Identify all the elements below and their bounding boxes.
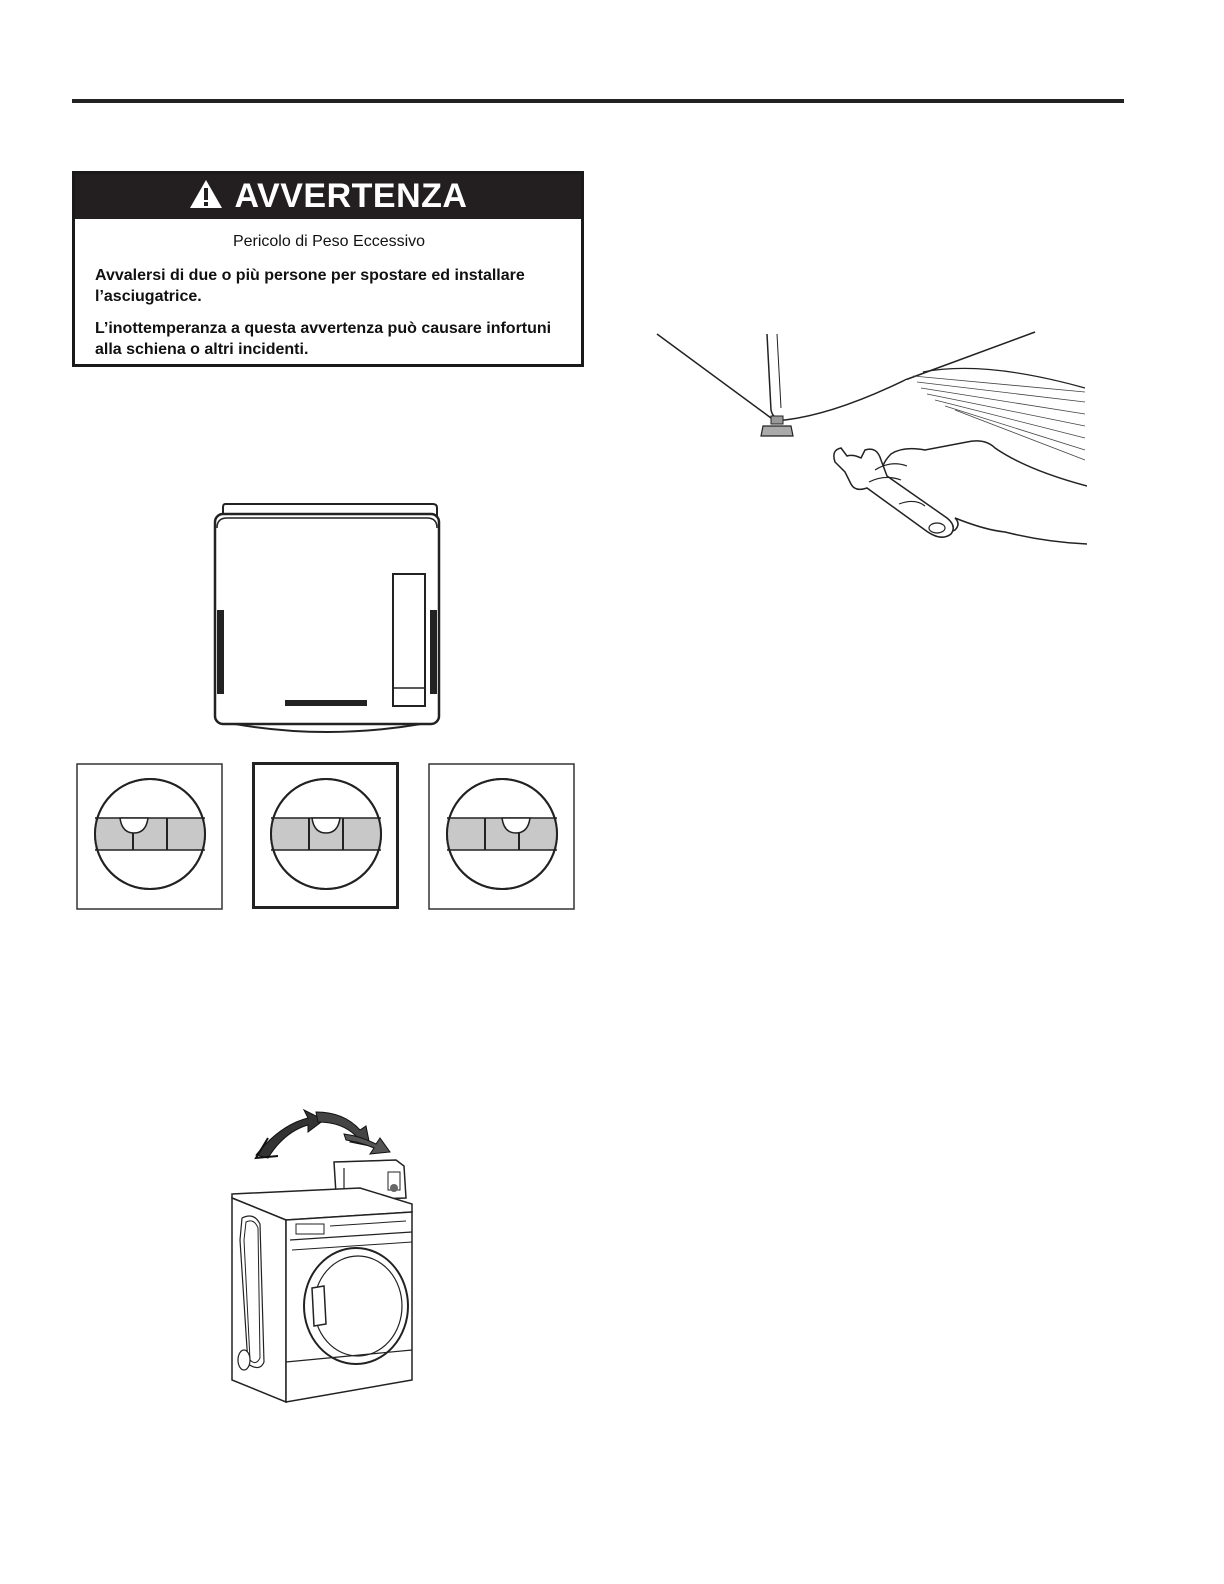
dryer-top-view-illustration <box>205 498 455 743</box>
wrench-adjusting-foot-illustration <box>655 330 1087 552</box>
level-panel-right <box>428 763 576 911</box>
top-rule <box>72 99 1124 103</box>
warning-instruction: Avvalersi di due o più persone per spostare ed installare l’asciugatrice. <box>95 267 525 305</box>
level-panel-left <box>76 763 224 911</box>
warning-box <box>72 171 584 367</box>
warning-header <box>75 174 581 219</box>
warning-hazard-title: Pericolo di Peso Eccessivo <box>232 233 426 250</box>
dryer-with-level-illustration <box>220 1100 425 1410</box>
level-panel-center <box>252 762 400 910</box>
warning-triangle-icon <box>189 179 223 214</box>
warning-consequence: L’inottemperanza a questa avvertenza può causare infortuni alla schiena o altri incidenti. <box>95 320 552 358</box>
warning-signal-word: AVVERTENZA <box>234 177 468 215</box>
